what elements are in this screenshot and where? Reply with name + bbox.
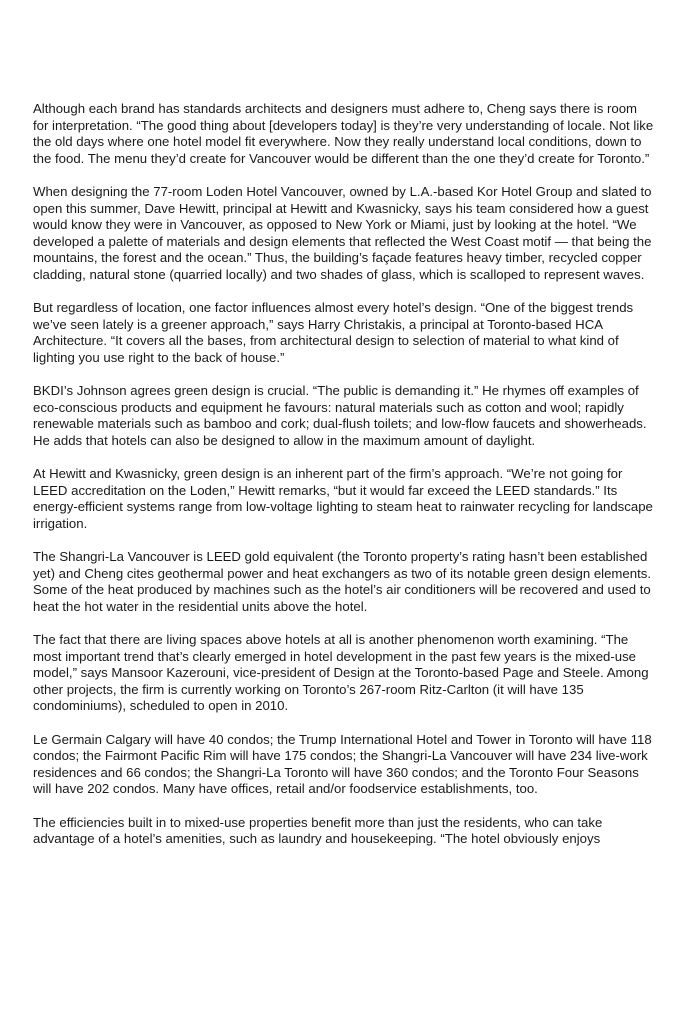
paragraph-shangri-la-vancouver: The Shangri-La Vancouver is LEED gold equivalent (the Toronto property’s rating hasn’t been established yet) and Cheng cites geothermal power and heat exchangers as two of its notable green design elements. Some of the heat produced by machines such as the hotel’s air conditioners will be recovered and used to heat the hot water in the residential units above the hotel. xyxy=(33,549,651,614)
paragraph-loden-hotel: When designing the 77-room Loden Hotel Vancouver, owned by L.A.-based Kor Hotel Group and slated to open this summer, Dave Hewitt, principal at Hewitt and Kwasnicky, says his team considered how a guest would know they were in Vancouver, as opposed to New York or Miami, just by looking at the hotel. “We developed a palette of materials and design elements that reflected the West Coast motif — that being the mountains, the forest and the ocean.” Thus, the building’s façade features heavy timber, recycled copper cladding, natural stone (quarried locally) and two shades of glass, which is scalloped to represent waves. xyxy=(33,183,652,282)
paragraph-hewitt-kwasnicky: At Hewitt and Kwasnicky, green design is an inherent part of the firm’s approach. “We’re not going for LEED accreditation on the Loden,” Hewitt remarks, “but it would far exceed the LEED standards.” Its energy-efficient systems range from low-voltage lighting to steam heat to rainwater recycling for landscape irrigation. xyxy=(33,466,653,531)
paragraph-bkdi-johnson: BKDI’s Johnson agrees green design is crucial. “The public is demanding it.” He rhymes off examples of eco-conscious products and equipment he favours: natural materials such as cotton and wool; rapidly renewable materials such as bamboo and cork; dual-flush toilets; and low-flow faucets and showerheads. He adds that hotels can also be designed to allow in the maximum amount of daylight. xyxy=(33,383,647,448)
paragraph-greener-approach: But regardless of location, one factor influences almost every hotel’s design. “One of the biggest trends we’ve seen lately is a greener approach,” says Harry Christakis, a principal at Toronto-based HCA Architecture. “It covers all the bases, from architectural design to selection of material to what kind of lighting you use right to the back of house.” xyxy=(33,300,634,365)
paragraph-condo-counts: Le Germain Calgary will have 40 condos; the Trump International Hotel and Tower in Toronto will have 118 condos; the Fairmont Pacific Rim will have 175 condos; the Shangri-La Vancouver will have 234 live-work residences and 66 condos; the Shangri-La Toronto will have 360 condos; and the Toronto Four Seasons will have 202 condos. Many have offices, retail and/or foodservice establishments, too. xyxy=(33,731,652,797)
paragraph-brand-standards: Although each brand has standards architects and designers must adhere to, Cheng says there is room for interpretation. “The good thing about [developers today] is they’re very understanding of locale. Not like the old days where one hotel model fit everywhere. Now they really understand local conditions, down to the food. The menu they’d create for Vancouver would be different than the one they’d create for Toronto.” xyxy=(33,101,654,166)
paragraph-efficiencies: The efficiencies built in to mixed-use properties benefit more than just the residents, who can take advantage of a hotel’s amenities, such as laundry and housekeeping. “The hotel obviously enjoys xyxy=(33,814,603,847)
paragraph-mixed-use-model: The fact that there are living spaces above hotels at all is another phenomenon worth examining. “The most important trend that’s clearly emerged in hotel development in the past few years is the mixed-use model,” says Mansoor Kazerouni, vice-president of Design at the Toronto-based Page and Steele. Among other projects, the firm is currently working on Toronto’s 267-room Ritz-Carlton (it will have 135 condominiums), scheduled to open in 2010. xyxy=(33,632,649,714)
article-body xyxy=(33,101,655,848)
